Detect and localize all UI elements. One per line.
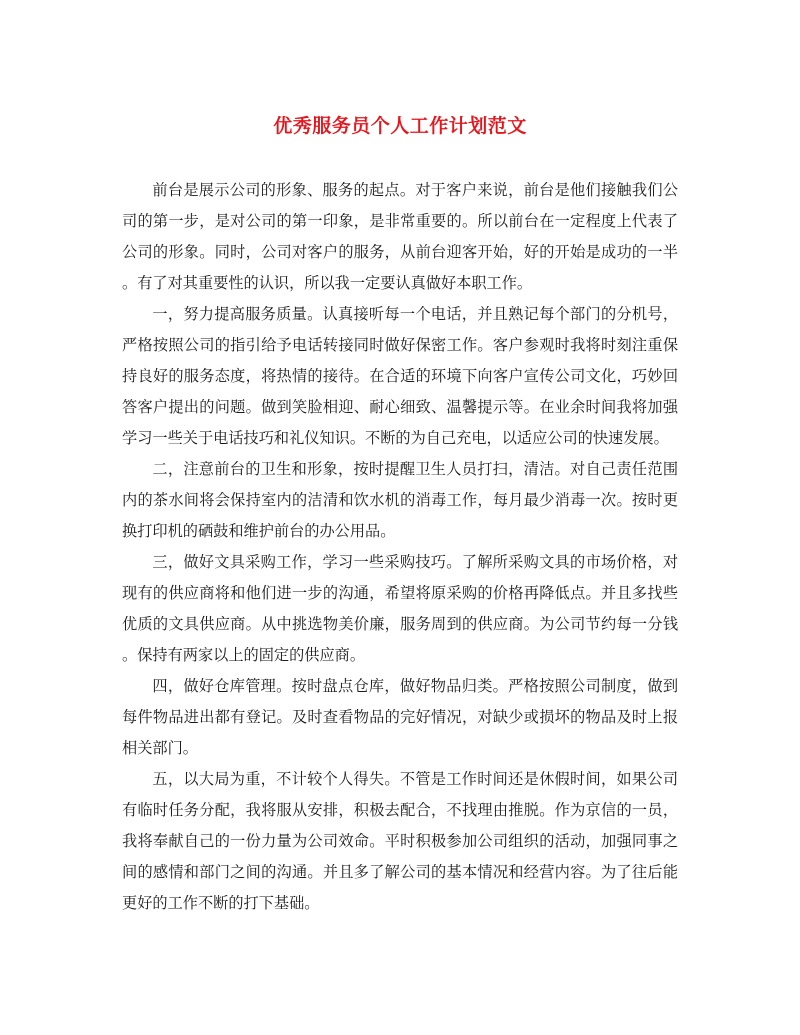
paragraph-item-5: 五，以大局为重，不计较个人得失。不管是工作时间还是休假时间，如果公司有临时任务分配，我将服从安排，积极去配合，不找理由推脱。作为京信的一员，我将奉献自己的一份力量为公司效命。平时积极参加公司组织的活动，加强同事之间的感情和部门之间的沟通。并且多了解公司的基本情况和经营内容。为了往后能更好的工作不断的打下基础。 <box>122 770 678 912</box>
paragraph-item-3: 三，做好文具采购工作，学习一些采购技巧。了解所采购文具的市场价格，对现有的供应商将和他们进一步的沟通，希望将原采购的价格再降低点。并且多找些优质的文具供应商。从中挑选物美价廉，服务周到的供应商。为公司节约每一分钱。保持有两家以上的固定的供应商。 <box>122 553 678 664</box>
paragraph-intro: 前台是展示公司的形象、服务的起点。对于客户来说，前台是他们接触我们公司的第一步，是对公司的第一印象，是非常重要的。所以前台在一定程度上代表了公司的形象。同时，公司对客户的服务，从前台迎客开始，好的开始是成功的一半。有了对其重要性的认识，所以我一定要认真做好本职工作。 <box>122 181 678 292</box>
document-title: 优秀服务员个人工作计划范文 <box>273 115 527 137</box>
paragraph-item-1: 一，努力提高服务质量。认真接听每一个电话，并且熟记每个部门的分机号，严格按照公司的指引给予电话转接同时做好保密工作。客户参观时我将时刻注重保持良好的服务态度，将热情的接待。在合适的环境下向客户宣传公司文化，巧妙回答客户提出的问题。做到笑脸相迎、耐心细致、温馨提示等。在业余时间我将加强学习一些关于电话技巧和礼仪知识。不断的为自己充电，以适应公司的快速发展。 <box>122 305 678 447</box>
document-body <box>122 175 678 919</box>
paragraph-item-2: 二，注意前台的卫生和形象，按时提醒卫生人员打扫，清洁。对自己责任范围内的茶水间将会保持室内的洁清和饮水机的消毒工作，每月最少消毒一次。按时更换打印机的硒鼓和维护前台的办公用品。 <box>122 460 678 540</box>
paragraph-item-4: 四，做好仓库管理。按时盘点仓库，做好物品归类。严格按照公司制度，做到每件物品进出都有登记。及时查看物品的完好情况，对缺少或损坏的物品及时上报相关部门。 <box>122 677 678 757</box>
